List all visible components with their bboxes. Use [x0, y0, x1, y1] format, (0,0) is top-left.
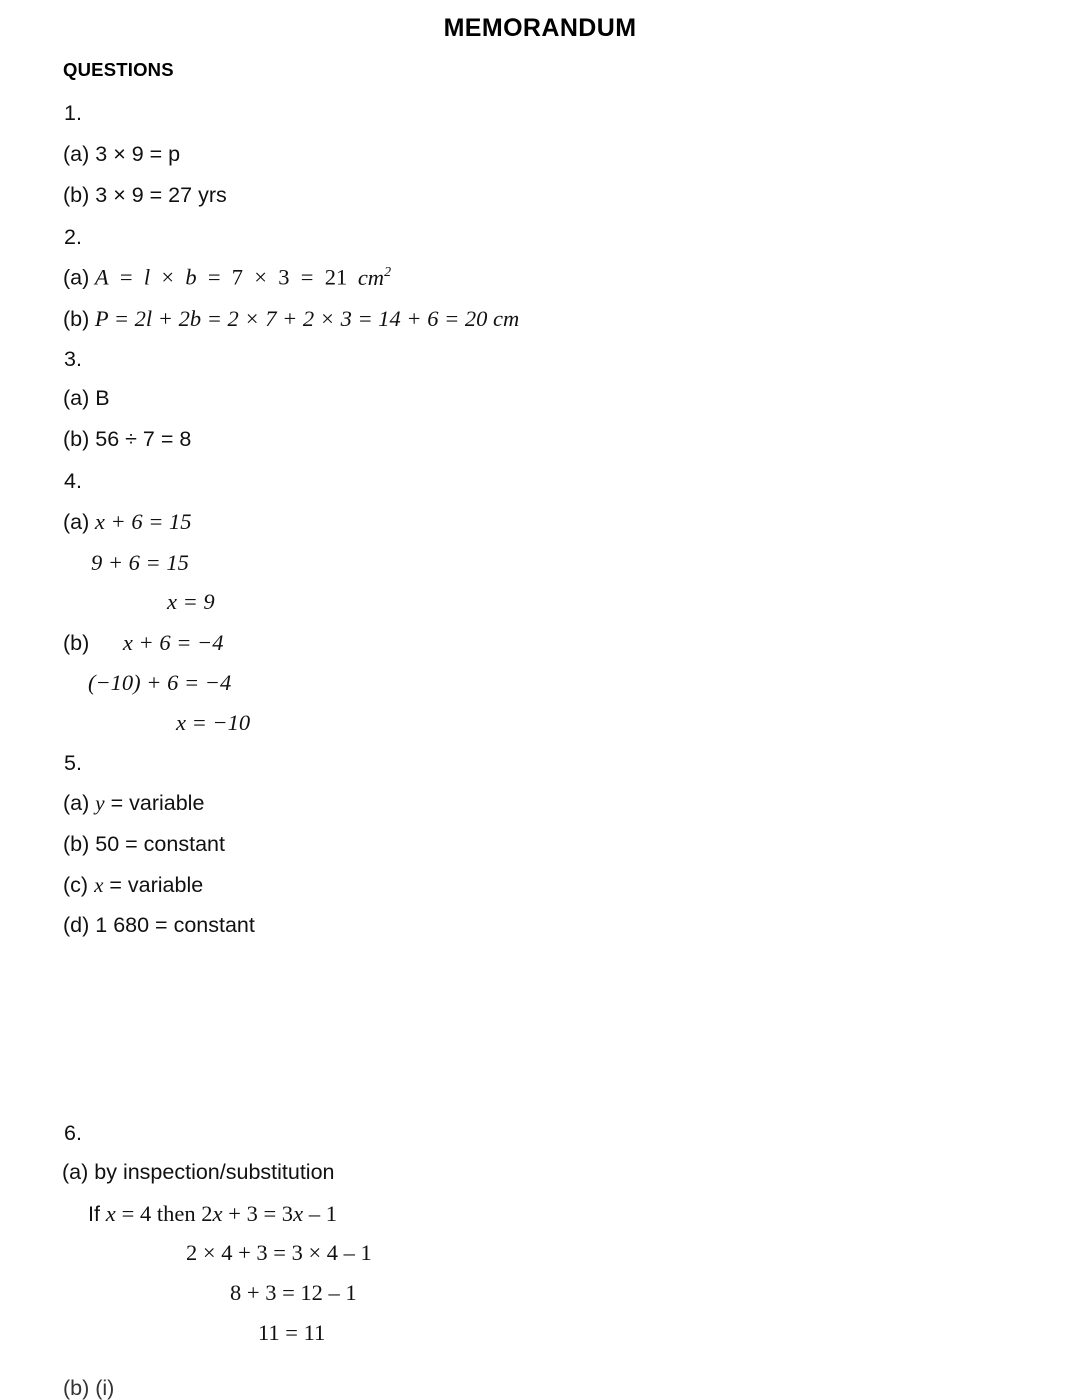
- q2a-times-2: ×: [254, 264, 267, 290]
- q4a-line-1: [63, 511, 192, 534]
- q2a-tag: (a): [63, 265, 90, 290]
- q4a-tag: (a): [63, 510, 90, 534]
- q2a-eq-1: =: [119, 264, 133, 290]
- q6a-if-keyword: If: [88, 1202, 100, 1226]
- q3a-line: [63, 388, 110, 410]
- q5b-body: 50 = constant: [95, 832, 225, 856]
- question-3-number: 3.: [64, 347, 82, 371]
- q4a-step-1: x + 6 = 15: [94, 509, 192, 534]
- q6a-var-x-1: x: [105, 1201, 116, 1226]
- q2a-var-b: b: [185, 264, 197, 290]
- q6a-var-x-3: x: [293, 1201, 304, 1226]
- q2b-tag: (b): [63, 307, 90, 331]
- q2a-eq-3: =: [300, 264, 314, 290]
- q6a-step-1: [88, 1203, 337, 1226]
- question-6-number: 6.: [64, 1121, 82, 1145]
- q4b-tag: (b): [63, 631, 90, 655]
- q5d-tag: (d): [63, 913, 90, 937]
- q1a-tag: (a): [63, 142, 90, 166]
- q4b-line-1: [63, 632, 223, 655]
- q5c-line: [63, 875, 203, 897]
- q4b-step-2: (−10) + 6 = −4: [88, 670, 232, 695]
- q6b-partial-line: (b) (i): [63, 1376, 115, 1400]
- q4b-step-3: x = −10: [176, 710, 251, 735]
- section-heading-questions: QUESTIONS: [63, 59, 174, 80]
- q5a-tag: (a): [63, 791, 90, 815]
- q1b-tag: (b): [63, 183, 90, 207]
- q3a-body: B: [95, 386, 110, 410]
- q5a-body: = variable: [110, 791, 205, 815]
- q2a-eq-2: =: [207, 264, 221, 290]
- q5a-line: [63, 793, 204, 815]
- q4a-step-2: 9 + 6 = 15: [91, 550, 189, 575]
- q1a-line: [63, 144, 180, 166]
- q6a-line: [62, 1162, 335, 1184]
- q2b-body: P = 2l + 2b = 2 × 7 + 2 × 3 = 14 + 6 = 20 cm: [94, 306, 520, 331]
- question-5-number: 5.: [64, 751, 82, 775]
- q6a-var-x-2: x: [212, 1201, 223, 1226]
- q6a-step-2: 2 × 4 + 3 = 3 × 4 – 1: [186, 1240, 372, 1265]
- q5b-line: [63, 834, 225, 856]
- q1a-body: 3 × 9 = p: [95, 142, 181, 166]
- q6a-step1-mid2: + 3 = 3: [228, 1201, 294, 1226]
- q4a-step-3: x = 9: [167, 589, 215, 614]
- q5d-body: 1 680 = constant: [95, 913, 255, 937]
- q1b-body: 3 × 9 = 27 yrs: [95, 183, 227, 207]
- question-2-number: 2.: [64, 225, 82, 249]
- question-4-number: 4.: [64, 469, 82, 493]
- q2a-line: [63, 266, 391, 289]
- q2a-unit-cm: cm: [357, 264, 385, 290]
- q5c-tag: (c): [63, 873, 89, 897]
- q3a-tag: (a): [63, 386, 90, 410]
- question-1-number: 1.: [64, 101, 82, 125]
- q6a-tag: (a): [62, 1160, 89, 1184]
- q6a-step1-mid: = 4 then 2: [121, 1201, 213, 1226]
- q3b-body: 56 ÷ 7 = 8: [95, 427, 192, 451]
- q6a-step-4: 11 = 11: [258, 1320, 326, 1345]
- page-title: MEMORANDUM: [443, 14, 637, 42]
- q6a-step-3: 8 + 3 = 12 – 1: [230, 1280, 357, 1305]
- q2a-val-3: 3: [278, 264, 290, 290]
- q5c-variable: x: [94, 873, 104, 897]
- q5d-line: [63, 915, 255, 937]
- q5b-tag: (b): [63, 832, 90, 856]
- q2a-var-l: l: [143, 264, 151, 290]
- q2a-val-21: 21: [324, 264, 348, 290]
- q2b-line: [63, 308, 519, 331]
- q5a-variable: y: [95, 791, 105, 815]
- q6a-body: by inspection/substitution: [94, 1160, 335, 1184]
- q3b-tag: (b): [63, 427, 90, 451]
- q4b-step-1: x + 6 = −4: [122, 630, 224, 655]
- q6a-step1-end: – 1: [308, 1201, 338, 1226]
- q5c-body: = variable: [109, 873, 204, 897]
- q2a-val-7: 7: [231, 264, 244, 290]
- q2a-times-1: ×: [161, 264, 175, 290]
- q3b-line: [63, 429, 191, 451]
- q2a-var-A: A: [94, 264, 109, 290]
- q1b-line: [63, 185, 227, 207]
- q2a-exponent: 2: [384, 265, 392, 280]
